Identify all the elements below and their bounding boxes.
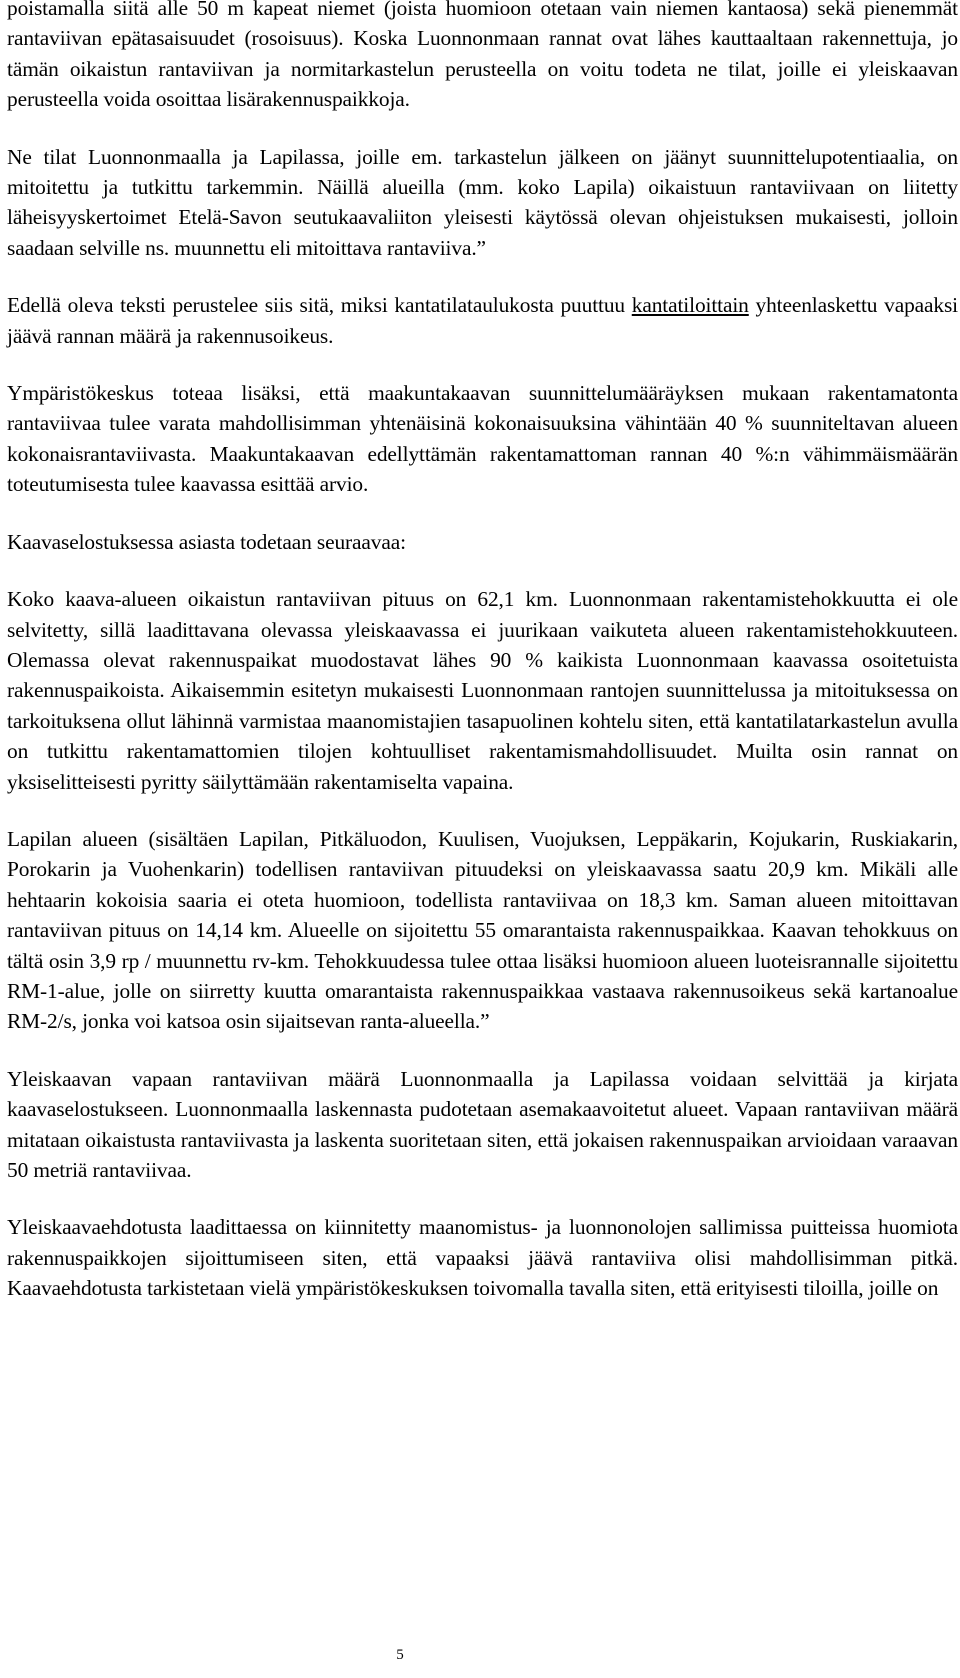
paragraph-7: Lapilan alueen (sisältäen Lapilan, Pitkäluodon, Kuulisen, Vuojuksen, Leppäkarin, Kojukarin, Ruskiakarin, Porokarin ja Vuohenkarin) todellisen rantaviivan pituudeksi on yleiskaavassa saatu 20,9 km. Mikäli alle hehtaarin kokoisia saaria ei oteta huomioon, todellista rantaviivaa on 18,3 km. Saman alueen mitoittavan rantaviivan pituus on 14,14 km. Alueelle on sijoitettu 55 omarantaista rakennuspaikkaa. Kaavan tehokkuus on tältä osin 3,9 rp / muunnettu rv-km. Tehokkuudessa tulee ottaa lisäksi huomioon alueen luoteisrannalle sijoitettu RM-1-alue, jolle on siirretty kuutta omarantaista rakennuspaikkaa vastaava rakennusoikeus sekä kartanoalue RM-2/s, jonka voi katsoa osin sijaitsevan ranta-alueella.” (7, 826, 958, 1034)
paragraph-5: Kaavaselostuksessa asiasta todetaan seuraavaa: (7, 529, 406, 554)
paragraph-6: Koko kaava-alueen oikaistun rantaviivan pituus on 62,1 km. Luonnonmaan rakentamistehokkuutta ei ole selvitetty, sillä laadittavana olevassa yleiskaavassa ei juurikaan vaikuteta alueen rakentamistehokkuuteen. Olemassa olevat rakennuspaikat muodostavat lähes 90 % kaikista Luonnonmaan kaavassa osoitetuista rakennuspaikoista. Aikaisemmin esitetyn mukaisesti Luonnonmaan rantojen suunnittelussa ja mitoituksessa on tarkoituksena ollut lähinnä varmistaa maanomistajien tasapuolinen kohtelu siten, että kantatilatarkastelun avulla on tutkittu rakentamattomien tilojen kohtuulliset rakentamismahdollisuudet. Muilta osin rannat on yksiselitteisesti pyritty säilyttämään rakentamiselta vapaina. (7, 587, 958, 794)
paragraph-9: Yleiskaavaehdotusta laadittaessa on kiinnitetty maanomistus- ja luonnonolojen sallimissa puitteissa huomiota rakennuspaikkojen sijoittumiseen siten, että vapaaksi jäävä rantaviiva olisi mahdollisimman pitkä. Kaavaehdotusta tarkistetaan vielä ympäristökeskuksen toivomalla tavalla siten, että erityisesti tiloilla, joille on (7, 1215, 958, 1301)
page-number: 5 (396, 1647, 404, 1663)
underlined-term: kantatiloittain (631, 293, 749, 318)
paragraph-1: poistamalla siitä alle 50 m kapeat niemet (joista huomioon otetaan vain niemen kantaosa) sekä pienemmät rantaviivan epätasaisuudet (rosoisuus). Koska Luonnonmaan rannat ovat lähes kauttaaltaan rakennettuja, jo tämän oikaistun rantaviivan ja normitarkastelun perusteella on voitu todeta ne tilat, joille ei yleiskaavan perusteella voida osoittaa lisärakennuspaikkoja. (7, 0, 958, 112)
paragraph-8: Yleiskaavan vapaan rantaviivan määrä Luonnonmaalla ja Lapilassa voidaan selvittää ja kirjata kaavaselostukseen. Luonnonmaalla laskennasta pudotetaan asemakaavoitetut alueet. Vapaan rantaviivan määrä mitataan oikaistusta rantaviivasta ja laskenta suoritetaan siten, että jokaisen rakennuspaikan arvioidaan varaavan 50 metriä rantaviivaa. (7, 1066, 958, 1182)
paragraph-3 (7, 290, 958, 351)
paragraph-3-text-after: yhteenlaskettu vapaaksi jäävä rannan määrä ja rakennusoikeus. (7, 293, 959, 348)
paragraph-4: Ympäristökeskus toteaa lisäksi, että maakuntakaavan suunnittelumääräyksen mukaan rakentamatonta rantaviivaa tulee varata mahdollisimman yhtenäisinä kokonaisuuksina vähintään 40 % suunniteltavan alueen kokonaisrantaviivasta. Maakuntakaavan edellyttämän rakentamattoman rannan 40 %:n vähimmäismäärän toteutumisesta tulee kaavassa esittää arvio. (7, 381, 958, 497)
document-page (7, 0, 958, 1331)
paragraph-3-text-before: Edellä oleva teksti perustelee siis sitä, miksi kantatilataulukosta puuttuu (7, 293, 632, 318)
paragraph-2: Ne tilat Luonnonmaalla ja Lapilassa, joille em. tarkastelun jälkeen on jäänyt suunnittelupotentiaalia, on mitoitettu ja tutkittu tarkemmin. Näillä alueilla (mm. koko Lapila) oikaistuun rantaviivaan on liitetty läheisyyskertoimet Etelä-Savon seutukaavaliiton yleisesti käytössä olevan ohjeistuksen mukaisesti, jolloin saadaan selville ns. muunnettu eli mitoittava rantaviiva.” (7, 144, 958, 260)
